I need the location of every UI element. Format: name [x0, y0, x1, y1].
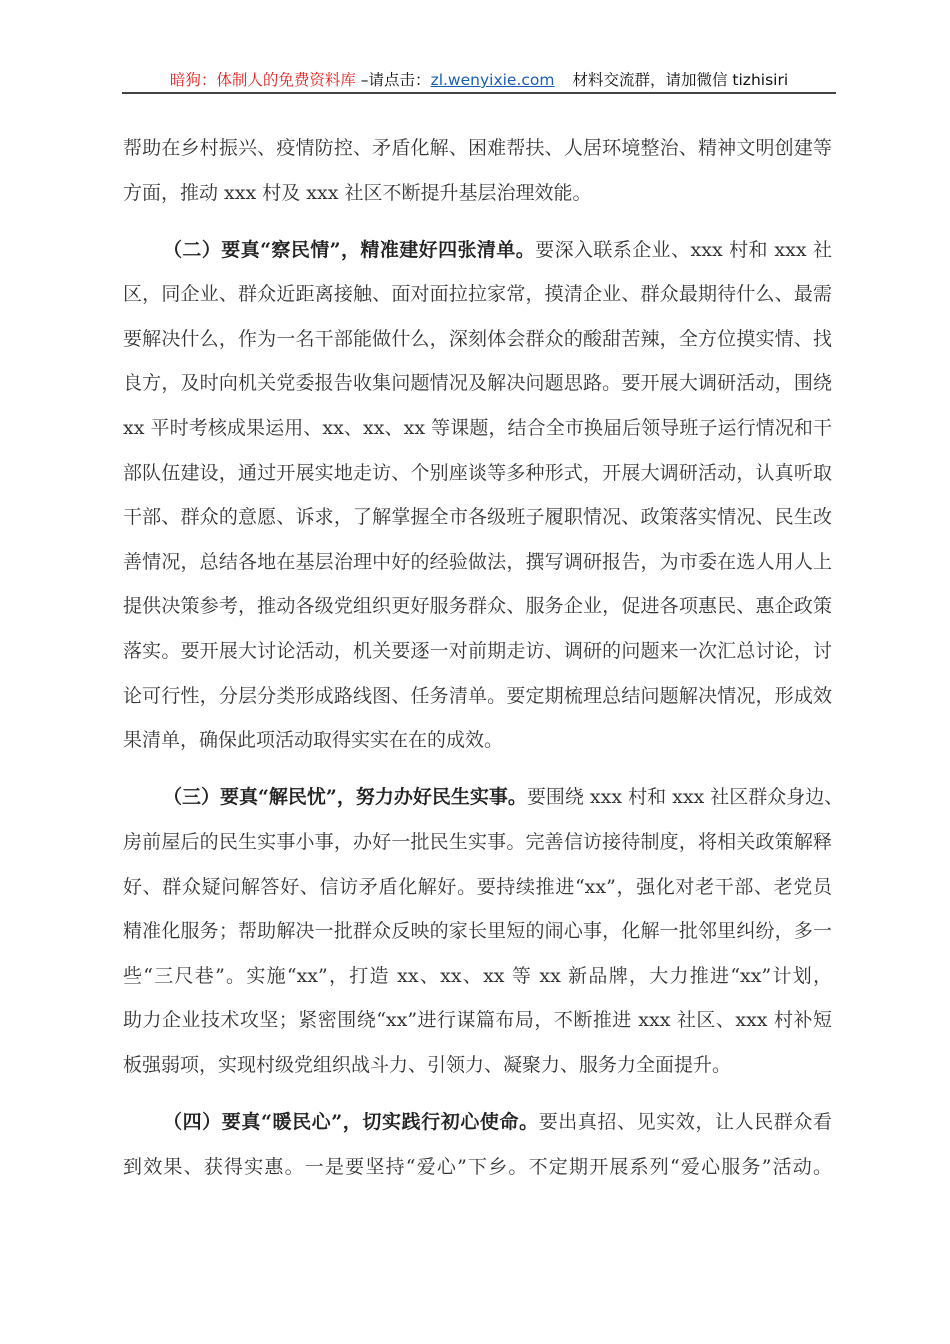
paragraph-3: [123, 775, 844, 1087]
text-line: 到效果、获得实惠。一是要坚持“爱心”下乡。不定期开展系列“爱心服务”活动。: [123, 1155, 832, 1178]
text-line: 帮助在乡村振兴、疫情防控、矛盾化解、困难帮扶、人居环境整治、精神文明创建等: [123, 137, 832, 159]
text-span: 要围绕 xxx 村和 xxx 社区群众身边、: [526, 786, 844, 809]
text-line: 干部、群众的意愿、诉求，了解掌握全市各级班子履职情况、政策落实情况、民生改: [123, 506, 832, 529]
header-link[interactable]: zl.wenyixie.com: [430, 71, 555, 89]
text-line: xx 平时考核成果运用、xx、xx、xx 等课题，结合全市换届后领导班子运行情况和干: [123, 417, 832, 440]
header-prompt: –请点击：: [355, 71, 431, 89]
text-line: [123, 775, 844, 820]
text-line: 方面，推动 xxx 村及 xxx 社区不断提升基层治理效能。: [123, 181, 592, 204]
text-line: 好、群众疑问解答好、信访矛盾化解好。要持续推进“xx”，强化对老干部、老党员: [123, 875, 832, 898]
text-line: 要解决什么，作为一名干部能做什么，深刻体会群众的酸甜苦辣，全方位摸实情、找: [123, 327, 832, 350]
text-line: 善情况，总结各地在基层治理中好的经验做法，撰写调研报告，为市委在选人用人上: [123, 550, 832, 573]
text-line: 板强弱项，实现村级党组织战斗力、引领力、凝聚力、服务力全面提升。: [123, 1053, 732, 1076]
header-brand: 暗狗：体制人的免费资料库: [169, 71, 356, 89]
paragraph-1: [123, 126, 832, 215]
text-line: 助力企业技术攻坚；紧密围绕“xx”进行谋篇布局，不断推进 xxx 社区、xxx 村补短: [123, 1009, 832, 1032]
paragraph-4: [123, 1100, 832, 1189]
section-heading: （四）要真“暖民心”，切实践行初心使命。: [163, 1110, 539, 1133]
page-header: [122, 68, 836, 94]
text-span: 要深入联系企业、xxx 村和 xxx 社: [535, 238, 833, 261]
text-line: 提供决策参考，推动各级党组织更好服务群众、服务企业，促进各项惠民、惠企政策: [123, 595, 832, 618]
section-heading: （三）要真“解民忧”，努力办好民生实事。: [163, 786, 527, 809]
text-line: 些“三尺巷”。实施“xx”，打造 xx、xx、xx 等 xx 新品牌，大力推进“xx”计划，: [123, 964, 832, 987]
text-line: 区，同企业、群众近距离接触、面对面拉拉家常，摸清企业、群众最期待什么、最需: [123, 283, 832, 306]
text-line: [123, 1100, 832, 1145]
header-note: 材料交流群，请加微信 tizhisiri: [572, 71, 789, 89]
text-line: 房前屋后的民生实事小事，办好一批民生实事。完善信访接待制度，将相关政策解释: [123, 830, 832, 853]
paragraph-2: [123, 228, 832, 763]
text-line: 论可行性，分层分类形成路线图、任务清单。要定期梳理总结问题解决情况，形成效: [123, 684, 832, 707]
text-line: [123, 228, 832, 273]
text-line: 落实。要开展大讨论活动，机关要逐一对前期走访、调研的问题来一次汇总讨论，讨: [123, 640, 832, 663]
text-line: 精准化服务；帮助解决一批群众反映的家长里短的闹心事，化解一批邻里纠纷，多一: [123, 920, 832, 943]
document-body: [123, 126, 844, 1202]
text-line: 果清单，确保此项活动取得实实在在的成效。: [123, 729, 504, 752]
text-line: 良方，及时向机关党委报告收集问题情况及解决问题思路。要开展大调研活动，围绕: [123, 372, 832, 395]
text-line: 部队伍建设，通过开展实地走访、个别座谈等多种形式，开展大调研活动，认真听取: [123, 461, 832, 484]
section-heading: （二）要真“察民情”，精准建好四张清单。: [163, 238, 536, 261]
text-span: 要出真招、见实效，让人民群众看: [538, 1110, 832, 1133]
